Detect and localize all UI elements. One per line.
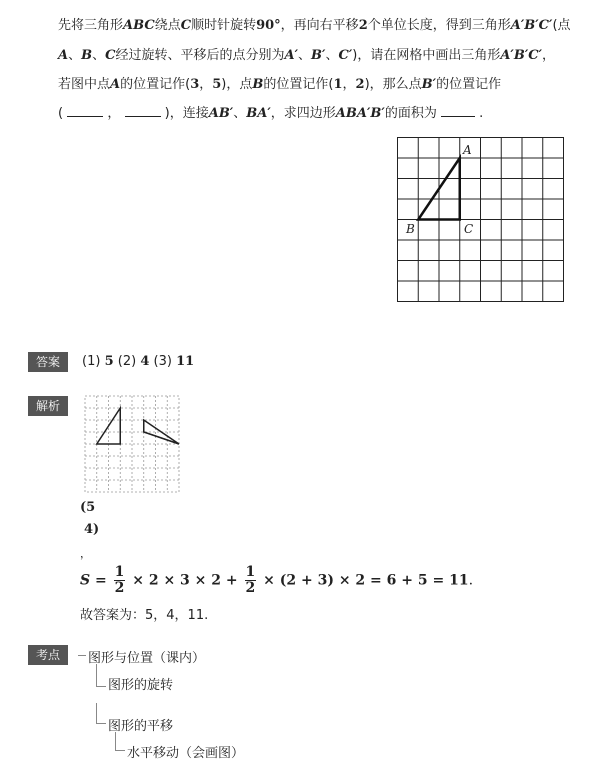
label-a: A [463, 143, 472, 157]
label-c: C [464, 222, 474, 236]
question-line-4: ( ， )，连接AB′、BA′，求四边形ABA′B′的面积为 . [58, 106, 484, 121]
analysis-grid-figure [84, 395, 180, 493]
area-formula: S = $\frac{1}{2}$ × 2 × 3 × 2 + $\frac{1}{2}$ × (2 + 3) × 2 = 6 + 5 = 11. [80, 564, 474, 596]
answer-blank-1[interactable] [67, 105, 103, 117]
kaodian-item-horizontal-move: 水平移动（会画图） [127, 746, 245, 761]
question-grid-figure [396, 136, 566, 304]
kaodian-item-rotation: 图形的旋转 [108, 678, 174, 693]
kaodian-item-translation: 图形的平移 [108, 719, 174, 734]
analysis-tag: 解析 [28, 396, 68, 416]
answer-blank-3[interactable] [441, 105, 475, 117]
coord-close: 4) [84, 522, 100, 537]
coord-open: (5 [80, 500, 96, 515]
answer-text: (1) 5 (2) 4 (3) 11 [82, 354, 195, 369]
coord-comma: ， [80, 547, 91, 560]
question-line-2: A、B、C经过旋转、平移后的点分别为A′、B′、C′)，请在网格中画出三角形A′B′C′， [58, 48, 556, 63]
label-b: B [406, 222, 415, 236]
question-line-3: 若图中点A的位置记作(3，5)，点B的位置记作(1，2)，那么点B′的位置记作 [58, 77, 502, 92]
kaodian-item-position: 图形与位置（课内） [88, 651, 206, 666]
answer-blank-2[interactable] [125, 105, 161, 117]
kaodian-tag: 考点 [28, 645, 68, 665]
question-line-1: 先将三角形ABC绕点C顺时针旋转90°，再向右平移2个单位长度，得到三角形A′B′C′(点 [58, 18, 571, 33]
answer-tag: 答案 [28, 352, 68, 372]
conclusion-text: 故答案为：5，4，11. [80, 608, 209, 623]
